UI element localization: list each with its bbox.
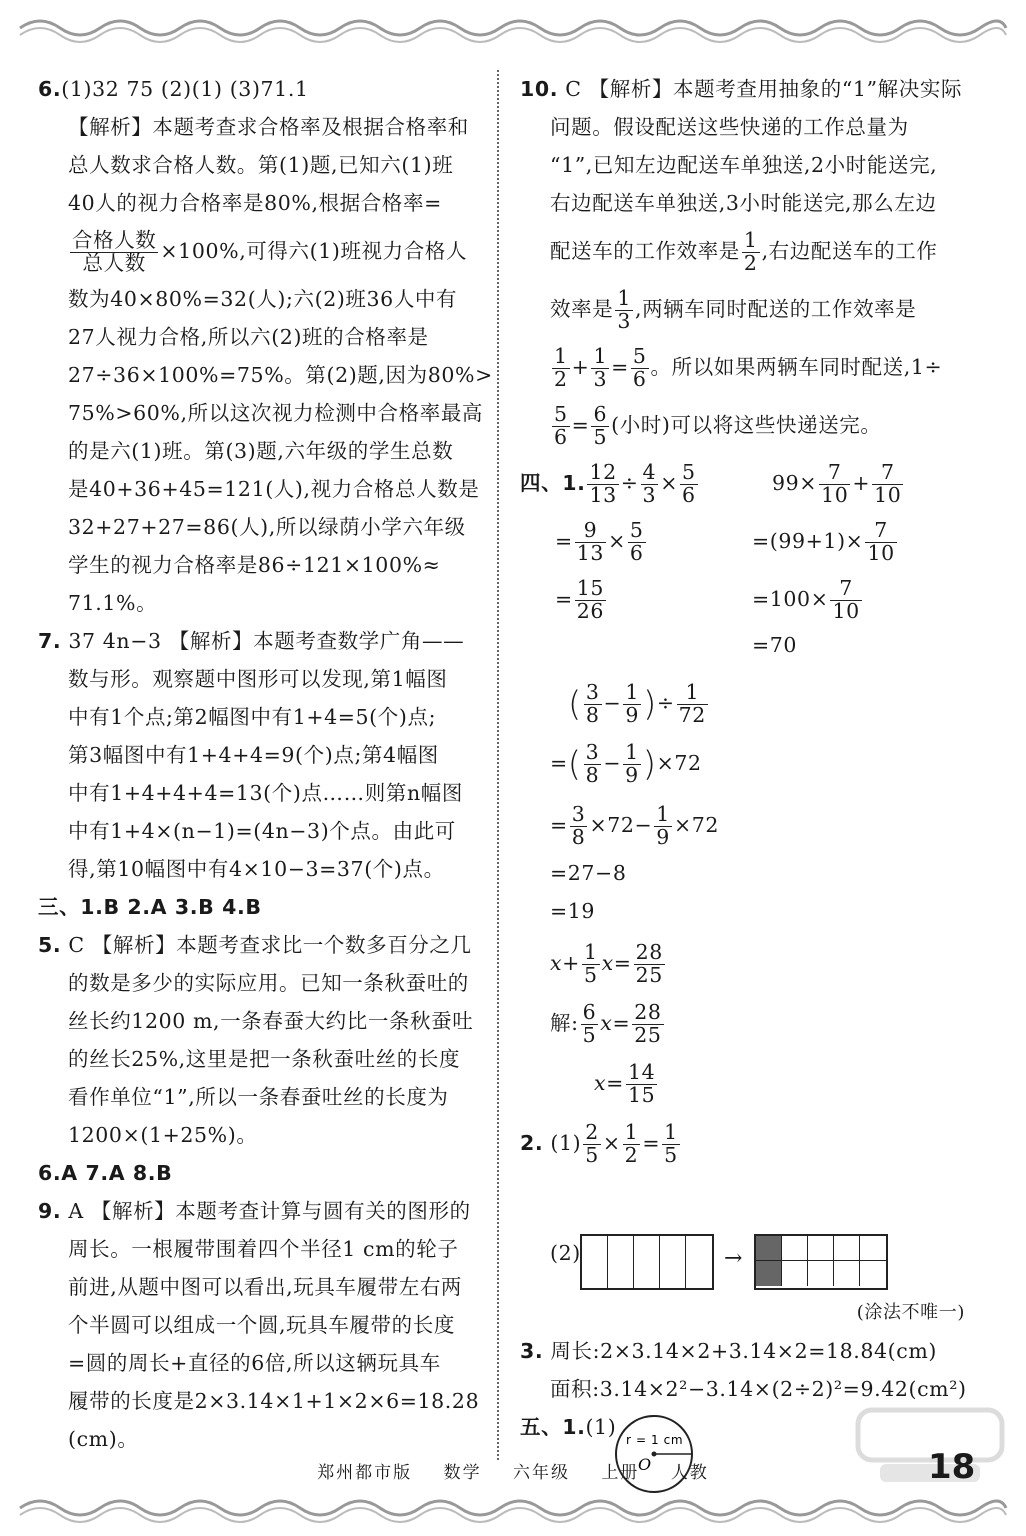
q10-text-7: 。所以如果两辆车同时配送,1÷ (650, 355, 943, 379)
q2-part2-label: (2) (550, 1241, 581, 1265)
q6-line-8: 75%>60%,所以这次视力检测中合格率最高 (68, 401, 484, 425)
q7-number: 7. (38, 629, 62, 653)
q7-line-2: 数与形。观察题中图形可以发现,第1幅图 (68, 667, 448, 691)
footer-edition: 郑州都市版 (317, 1463, 413, 1483)
section5-heading: 五、1. (520, 1415, 586, 1439)
fraction-1-3: $\frac{1}{3}$ (617, 286, 631, 333)
footer-subject: 数学 (443, 1463, 482, 1483)
q6-line-12: 学生的视力合格率是86÷121×100%≈ (68, 553, 441, 577)
q3-line-2: 面积:3.14×2²−3.14×(2÷2)²=9.42(cm²) (550, 1377, 967, 1401)
q10-line-5 (520, 222, 965, 280)
q10-text-8: (小时)可以将这些快递送完。 (611, 413, 882, 437)
section4-heading: 四、1. (520, 471, 586, 495)
q5-line-4: 的丝长25%,这里是把一条秋蚕吐丝的长度 (68, 1047, 461, 1071)
section4-calc-c (520, 654, 965, 1234)
calc-c-line-3: = $\frac{3}{8}$ ×72− $\frac{1}{9}$ ×72 (550, 802, 719, 849)
footer-publisher: 人教 (670, 1463, 709, 1483)
q2-part2-diagram (520, 1234, 965, 1294)
q9-number: 9. (38, 1199, 62, 1223)
coloring-note: (涂法不唯一) (856, 1302, 965, 1323)
q2-part1-label: (1) (550, 1131, 582, 1155)
q5-line-6: 1200×(1+25%)。 (68, 1123, 258, 1147)
q9-text-1: A 【解析】本题考查计算与圆有关的图形的 (68, 1199, 471, 1223)
q3-perimeter: 周长:2×3.14×2+3.14×2=18.84(cm) (550, 1339, 938, 1363)
q5-line-5: 看作单位“1”,所以一条春蚕吐丝的长度为 (68, 1085, 449, 1109)
q6-line-10: 是40+36+45=121(人),视力合格总人数是 (68, 477, 480, 501)
q10-text-5a: 配送车的工作效率是 (550, 239, 740, 263)
calc-a-line-2: = $\frac{9}{13}$ × $\frac{5}{6}$ (555, 518, 644, 565)
calc-b-line-2: =(99+1)× $\frac{7}{10}$ (752, 518, 895, 565)
calc-c-line-2: =( $\frac{3}{8}$ − $\frac{1}{9}$ )×72 (550, 740, 702, 787)
q6-line-3: 40人的视力合格率是80%,根据合格率= (68, 191, 442, 215)
q10-line-4: 右边配送车单独送,3小时能送完,那么左边 (550, 191, 937, 215)
footer-volume: 上册 (601, 1463, 640, 1483)
q5-line-1 (38, 926, 483, 964)
section4-calculations (520, 454, 965, 657)
q678-answers: 6.A 7.A 8.B (38, 1161, 173, 1185)
q6-answer: (1)32 75 (2)(1) (3)71.1 (61, 77, 309, 101)
q3-line-1 (520, 1332, 965, 1370)
radius-label: r = 1 cm (626, 1433, 684, 1447)
q7-text-1: 37 4n−3 【解析】本题考查数学广角—— (68, 629, 465, 653)
column-divider (497, 70, 499, 1460)
q9-line-2: 周长。一根履带围着四个半径1 cm的轮子 (68, 1237, 459, 1261)
q10-line-7: $\frac{1}{2}$ + $\frac{1}{3}$ = $\frac{5}{6}$ 。所以如果两辆车同时配送,1÷ (554, 344, 943, 391)
q7-line-7: 得,第10幅图中有4×10−3=37(个)点。 (68, 857, 445, 881)
q10-text-6a: 效率是 (550, 297, 614, 321)
q10-number: 10. (520, 77, 559, 101)
left-column (38, 70, 493, 1458)
unshaded-strip (580, 1234, 714, 1290)
section5-heading-line (520, 1408, 616, 1446)
q7-line-5: 中有1+4+4+4=13(个)点……则第n幅图 (68, 781, 463, 805)
page-number: 18 (928, 1447, 976, 1487)
calc-b-line-1: 99× $\frac{7}{10}$ + $\frac{7}{10}$ (772, 460, 902, 507)
right-column (520, 70, 965, 1498)
solution-label: 解: (550, 1011, 579, 1035)
q6-line-11: 32+27+27=86(人),所以绿荫小学六年级 (68, 515, 466, 539)
q3-number: 3. (520, 1339, 544, 1363)
shaded-grid (754, 1234, 888, 1290)
q10-line-2: 问题。假设配送这些快递的工作总量为 (550, 115, 909, 139)
section3-answers (38, 888, 483, 926)
calc-b-line-4: =70 (752, 633, 798, 657)
q6-answer-line (38, 70, 483, 108)
q7-line-3: 中有1个点;第2幅图中有1+4=5(个)点; (68, 705, 437, 729)
q9-line-4: 个半圆可以组成一个圆,玩具车履带的长度 (68, 1313, 455, 1337)
q7-line-6: 中有1+4×(n−1)=(4n−3)个点。由此可 (68, 819, 456, 843)
equation-line-1: x+ $\frac{1}{5}$ x= $\frac{28}{25}$ (550, 940, 663, 987)
q6-fraction-denominator: 总人数 (82, 251, 146, 275)
q6-line-4: ×100%,可得六(1)班视力合格人 (160, 239, 468, 263)
equation-line-3: x= $\frac{14}{15}$ (594, 1060, 656, 1107)
calc-c-line-1: ( $\frac{3}{8}$ − $\frac{1}{9}$ )÷ $\frac{1}{72}$ (568, 680, 706, 727)
center-label: O (638, 1455, 652, 1474)
q7-line-1 (38, 622, 483, 660)
calc-b-line-3: =100× $\frac{7}{10}$ (752, 576, 860, 623)
q9-line-5: =圆的周长+直径的6倍,所以这辆玩具车 (68, 1351, 441, 1375)
q5-line-2: 的数是多少的实际应用。已知一条秋蚕吐的 (68, 971, 469, 995)
q10-line-8: $\frac{5}{6}$ = $\frac{6}{5}$ (小时)可以将这些快递送完。 (554, 402, 882, 449)
q9-line-6: 履带的长度是2×3.14×1+1×2×6=18.28 (68, 1389, 480, 1413)
section5-part1-label: (1) (585, 1415, 617, 1439)
calc-c-line-5: =19 (550, 899, 596, 923)
q9-line-7: (cm)。 (68, 1427, 139, 1451)
q6-line-13: 71.1%。 (68, 591, 158, 615)
calc-c-line-4: =27−8 (550, 861, 627, 885)
q6-line-7: 27÷36×100%=75%。第(2)题,因为80%> (68, 363, 493, 387)
footer-grade: 六年级 (513, 1463, 570, 1483)
q2-part1: 2. (1) $\frac{2}{5}$ × $\frac{1}{2}$ = $\frac{1}{5}$ (520, 1120, 678, 1167)
q5-number: 5. (38, 933, 62, 957)
circle-diagram (612, 1412, 696, 1496)
q10-line-3: “1”,已知左边配送车单独送,2小时能送完, (550, 153, 938, 177)
q9-line-1 (38, 1192, 483, 1230)
arrow-icon: → (724, 1246, 744, 1271)
section3-heading: 三、 (38, 895, 81, 919)
fraction-1-2: $\frac{1}{2}$ (743, 228, 758, 275)
calc-a-line-3: = $\frac{15}{26}$ (555, 576, 605, 623)
section3-answer-list: 1.B 2.A 3.B 4.B (80, 895, 262, 919)
q7-line-4: 第3幅图中有1+4+4=9(个)点;第4幅图 (68, 743, 439, 767)
q6-line-1: 【解析】本题考查求合格率及根据合格率和 (68, 115, 469, 139)
q6-fraction (70, 230, 158, 274)
q5-line-3: 丝长约1200 m,一条春蚕大约比一条秋蚕吐 (68, 1009, 474, 1033)
q5-text-1: C 【解析】本题考查求比一个数多百分之几 (68, 933, 472, 957)
q6-line-5: 数为40×80%=32(人);六(2)班36人中有 (68, 287, 458, 311)
q6-fraction-line (38, 222, 483, 280)
q6-fraction-numerator: 合格人数 (72, 228, 157, 253)
q6-line-9: 的是六(1)班。第(3)题,六年级的学生总数 (68, 439, 454, 463)
calc-a-line-1: 四、1. $\frac{12}{13}$ ÷ $\frac{4}{3}$ × $\frac{5}{6}$ (520, 460, 696, 507)
q10-text-5b: ,右边配送车的工作 (761, 239, 938, 263)
q6-number: 6. (38, 77, 62, 101)
q9-line-3: 前进,从题中图可以看出,玩具车履带左右两 (68, 1275, 463, 1299)
q10-line-6 (520, 280, 965, 338)
q6-line-2: 总人数求合格人数。第(1)题,已知六(1)班 (68, 153, 454, 177)
q10-line-1 (520, 70, 965, 108)
q10-text-1: C 【解析】本题考查用抽象的“1”解决实际 (565, 77, 963, 101)
top-border-decoration (0, 8, 1026, 48)
q2-number: 2. (520, 1131, 544, 1155)
q10-text-6b: ,两辆车同时配送的工作效率是 (634, 297, 917, 321)
equation-line-2: 解: $\frac{6}{5}$ x= $\frac{28}{25}$ (550, 1000, 662, 1047)
q6-line-6: 27人视力合格,所以六(2)班的合格率是 (68, 325, 429, 349)
